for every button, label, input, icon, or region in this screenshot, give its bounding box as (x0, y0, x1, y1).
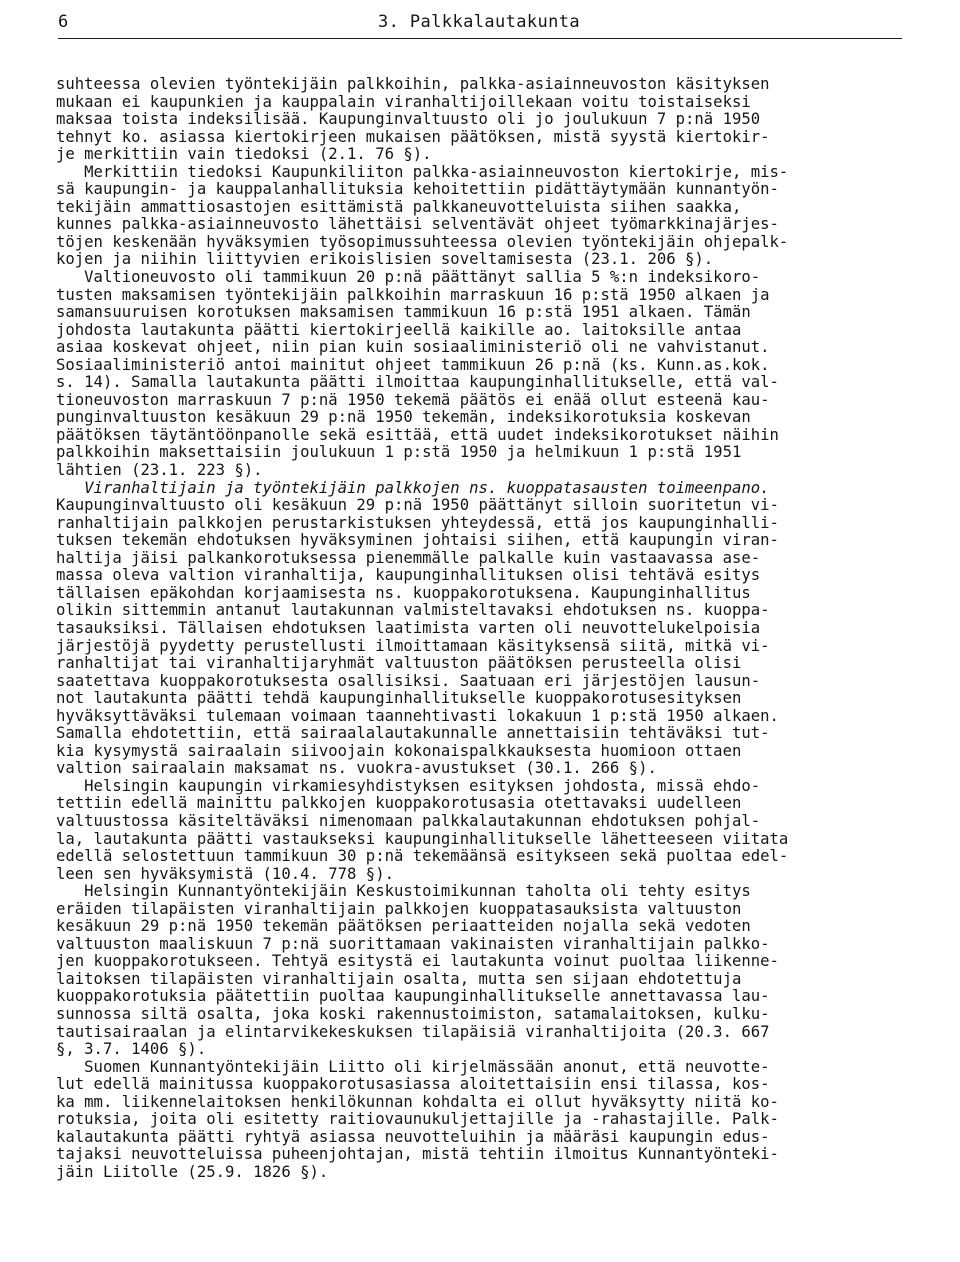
text-line: Merkittiin tiedoksi Kaupunkiliiton palkka-asiainneuvoston kiertokirje, mis- (56, 162, 789, 181)
text-line: olikin sittemmin antanut lautakunnan valmisteltavaksi ehdotuksen ns. kuoppa- (56, 601, 770, 620)
text-line: tusten maksamisen työntekijäin palkkoihin marraskuun 16 p:stä 1950 alkaen ja (56, 285, 770, 304)
text-line: päätöksen täytäntöönpanolle sekä esittää, että uudet indeksikorotukset näihin (56, 425, 779, 444)
page-header (58, 12, 902, 40)
text-line: punginvaltuuston kesäkuun 29 p:nä 1950 tekemän, indeksikorotuksia koskevan (56, 408, 751, 427)
body-text (56, 76, 918, 1181)
text-line: mukaan ei kaupunkien ja kauppalain viranhaltijoillekaan voitu toistaiseksi (56, 92, 751, 111)
text-line: leen sen hyväksymistä (10.4. 778 §). (56, 864, 394, 883)
text-line: tehnyt ko. asiassa kiertokirjeen mukaisen päätöksen, mistä syystä kiertokir- (56, 127, 770, 146)
text-line: tettiin edellä mainittu palkkojen kuoppakorotusasia otettavaksi uudelleen (56, 794, 742, 813)
text-line: hyväksyttäväksi tulemaan voimaan taannehtivasti lokakuun 1 p:stä 1950 alkaen. (56, 706, 779, 725)
text-line: ranhaltijat tai viranhaltijaryhmät valtuuston päätöksen perusteella olisi (56, 654, 742, 673)
text-line: Suomen Kunnantyöntekijäin Liitto oli kirjelmässään anonut, että neuvotte- (56, 1057, 770, 1076)
text-line: kuoppakorotuksia päätettiin puoltaa kaupunginhallitukselle annettavassa lau- (56, 987, 770, 1006)
text-line: jäin Liitolle (25.9. 1826 §). (56, 1162, 329, 1181)
text-line: valtuustossa käsiteltäväksi nimenomaan palkkalautakunnan ehdotuksen pohjal- (56, 811, 761, 830)
text-line: haltija jäisi palkankorotuksessa pienemmälle palkalle kuin vastaavassa ase- (56, 548, 761, 567)
page-number: 6 (58, 12, 69, 32)
text-line: suhteessa olevien työntekijäin palkkoihin, palkka-asiainneuvoston käsityksen (56, 75, 770, 93)
text-line: Viranhaltijain ja työntekijäin palkkojen ns. kuoppatasausten toimeenpano. (56, 478, 770, 497)
text-line: saatettava kuoppakorotuksesta osallisiksi. Saatuaan eri järjestöjen lausun- (56, 671, 761, 690)
text-line: johdosta lautakunta päätti kiertokirjeellä kaikille ao. laitoksille antaa (56, 320, 742, 339)
text-line: tautisairaalan ja elintarvikekeskuksen tilapäisiä viranhaltijoita (20.3. 667 (56, 1022, 770, 1041)
text-line: tioneuvoston marraskuun 7 p:nä 1950 tekemä päätös ei enää ollut esteenä kau- (56, 390, 770, 409)
text-line: valtuuston maaliskuun 7 p:nä suorittamaan vakinaisten viranhaltijain palkko- (56, 934, 770, 953)
running-title: 3. Palkkalautakunta (378, 12, 581, 32)
text-line: Kaupunginvaltuusto oli kesäkuun 29 p:nä 1950 päättänyt silloin suoritetun vi- (56, 496, 779, 515)
text-line: asiaa koskevat ohjeet, niin pian kuin sosiaaliministeriö oli ne vahvistanut. (56, 338, 770, 357)
text-line: kunnes palkka-asiainneuvosto lähettäisi selventävät ohjeet työmarkkinajärjes- (56, 215, 779, 234)
text-line: kia kysymystä sairaalain siivoojain kokonaispalkkauksesta huomioon ottaen (56, 741, 742, 760)
text-line: tuksen tekemän ehdotuksen hyväksyminen johtaisi siihen, että kaupungin viran- (56, 531, 779, 550)
text-line: Helsingin Kunnantyöntekijäin Keskustoimikunnan taholta oli tehty esitys (56, 882, 751, 901)
text-line: tajaksi neuvotteluissa puheenjohtajan, mistä tehtiin ilmoitus Kunnantyönteki- (56, 1145, 779, 1164)
text-line: tasauksiksi. Tällaisen ehdotuksen laatimista varten oli neuvottelukelpoisia (56, 618, 761, 637)
text-line: kesäkuun 29 p:nä 1950 tekemän päätöksen periaatteiden nojalla sekä vedoten (56, 917, 751, 936)
text-line: sä kaupungin- ja kauppalanhallituksia kehoitettiin pidättäytymään kunnantyön- (56, 180, 779, 199)
text-line: je merkittiin vain tiedoksi (2.1. 76 §). (56, 145, 432, 164)
text-line: ranhaltijain palkkojen perustarkistuksen yhteydessä, että jos kaupunginhalli- (56, 513, 779, 532)
text-line: kojen ja niihin liittyvien erikoislisien soveltamisesta (23.1. 206 §). (56, 250, 714, 269)
text-line: tekijäin ammattiosastojen esittämistä palkkaneuvotteluista siihen saakka, (56, 197, 742, 216)
text-line: Sosiaaliministeriö antoi mainitut ohjeet tammikuun 26 p:nä (ks. Kunn.as.kok. (56, 355, 770, 374)
text-line: rotuksia, joita oli esitetty raitiovaunukuljettajille ja -rahastajille. Palk- (56, 1110, 779, 1129)
text-line: not lautakunta päätti tehdä kaupunginhallitukselle kuoppakorotusesityksen (56, 689, 742, 708)
text-line: sunnossa siltä osalta, joka koski rakennustoimiston, satamalaitoksen, kulku- (56, 1004, 770, 1023)
text-line: lut edellä mainitussa kuoppakorotusasiassa aloitettaisiin ensi tilassa, kos- (56, 1075, 770, 1094)
text-line: §, 3.7. 1406 §). (56, 1040, 207, 1059)
text-line: valtion sairaalain maksamat ns. vuokra-avustukset (30.1. 266 §). (56, 759, 657, 778)
text-line: kalautakunta päätti ryhtyä asiassa neuvotteluihin ja määräsi kaupungin edus- (56, 1127, 770, 1146)
text-line: Samalla ehdotettiin, että sairaalalautakunnalle annettaisiin tehtäväksi tut- (56, 724, 770, 743)
text-line: s. 14). Samalla lautakunta päätti ilmoittaa kaupunginhallitukselle, että val- (56, 373, 779, 392)
text-line: töjen keskenään hyväksymien työsopimussuhteessa olevien työntekijäin ohjepalk- (56, 232, 789, 251)
text-line: palkkoihin maksettaisiin joulukuun 1 p:stä 1950 ja helmikuun 1 p:stä 1951 (56, 443, 742, 462)
text-line: la, lautakunta päätti vastaukseksi kaupunginhallitukselle lähetteeseen viitata (56, 829, 789, 848)
text-line: lähtien (23.1. 223 §). (56, 461, 263, 480)
text-line: maksaa toista indeksilisää. Kaupunginvaltuusto oli jo joulukuun 7 p:nä 1950 (56, 110, 761, 129)
text-line: järjestöjä pyydetty perustellusti ilmoittamaan käsityksensä siitä, mitkä vi- (56, 636, 770, 655)
text-line: eräiden tilapäisten viranhaltijain palkkojen kuoppatasauksista valtuuston (56, 899, 742, 918)
text-line: Valtioneuvosto oli tammikuun 20 p:nä päättänyt sallia 5 %:n indeksikoro- (56, 268, 761, 287)
text-line: samansuuruisen korotuksen maksamisen tammikuun 16 p:stä 1951 alkaen. Tämän (56, 303, 751, 322)
text-line: massa oleva valtion viranhaltija, kaupunginhallituksen olisi tehtävä esitys (56, 566, 761, 585)
text-line: edellä selostettuun tammikuun 30 p:nä tekemäänsä esitykseen sekä puoltaa edel- (56, 847, 789, 866)
text-line: tällaisen epäkohdan korjaamisesta ns. kuoppakorotuksena. Kaupunginhallitus (56, 583, 751, 602)
text-line: Helsingin kaupungin virkamiesyhdistyksen esityksen johdosta, missä ehdo- (56, 776, 761, 795)
text-line: laitoksen tilapäisten viranhaltijain osalta, mutta sen sijaan ehdotettuja (56, 969, 742, 988)
text-line: ka mm. liikennelaitoksen henkilökunnan kohdalta ei ollut hyväksytty niitä ko- (56, 1092, 779, 1111)
text-line: jen kuoppakorotukseen. Tehtyä esitystä ei lautakunta voinut puoltaa liikenne- (56, 952, 779, 971)
header-rule (58, 38, 902, 39)
